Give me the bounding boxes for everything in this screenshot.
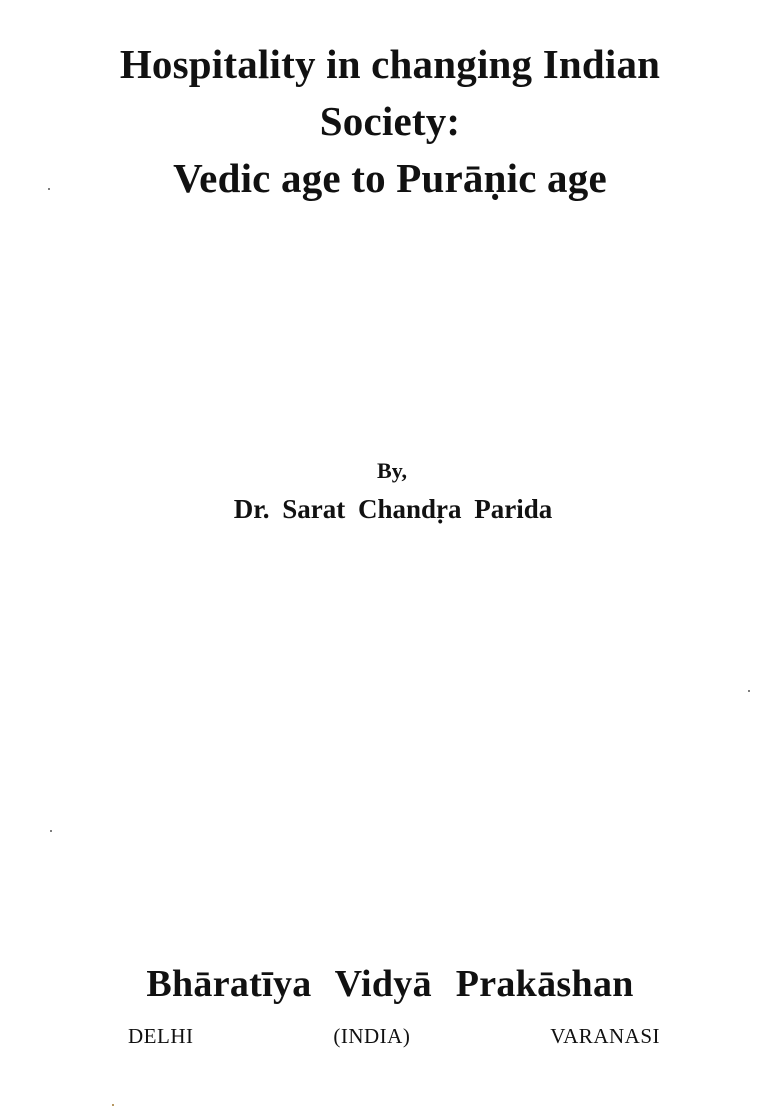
print-speck [48, 188, 50, 190]
place-varanasi: VARANASI [550, 1024, 660, 1048]
by-label: By, [377, 458, 407, 483]
title-line-2: Society: [319, 98, 461, 144]
publisher-name: Bhāratīya Vidyā Prakāshan [146, 963, 634, 1005]
book-title [40, 36, 740, 207]
title-line-1: Hospitality in changing Indian [119, 41, 661, 87]
title-line-3: Vedic age to Purāṇic age [173, 155, 607, 201]
print-speck [112, 1104, 114, 1106]
print-speck [50, 830, 52, 832]
print-speck [748, 690, 750, 692]
place-delhi: DELHI [128, 1024, 194, 1048]
publisher-places [128, 1024, 660, 1049]
author-name: Dr. Sarat Chandṛa Parida [233, 494, 553, 524]
place-india: (INDIA) [333, 1024, 411, 1048]
